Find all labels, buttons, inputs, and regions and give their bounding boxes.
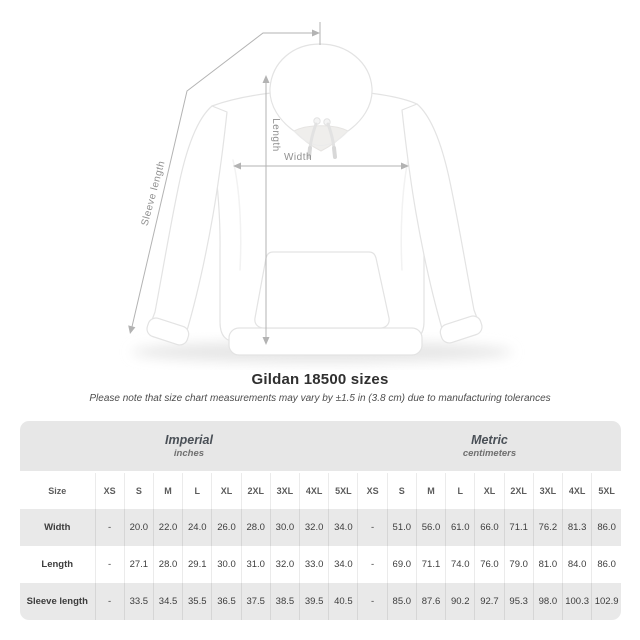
row-label: Length: [20, 546, 95, 583]
size-header-cell: M: [416, 472, 445, 509]
size-value-cell: 92.7: [475, 583, 504, 620]
size-value-cell: 71.1: [504, 509, 533, 546]
hoodie-image: [145, 44, 484, 355]
size-value-cell: 69.0: [387, 546, 416, 583]
hoodie-pocket: [255, 252, 389, 328]
size-value-cell: 86.0: [592, 509, 621, 546]
size-value-cell: 95.3: [504, 583, 533, 620]
size-value-cell: 34.5: [153, 583, 182, 620]
tolerance-note: Please note that size chart measurements may vary by ±1.5 in (3.8 cm) due to manufacturing tolerances: [89, 393, 551, 404]
size-header-cell: 5XL: [329, 472, 358, 509]
size-value-cell: 84.0: [563, 546, 592, 583]
size-value-cell: 90.2: [446, 583, 475, 620]
size-header-cell: 4XL: [563, 472, 592, 509]
size-value-cell: 29.1: [183, 546, 212, 583]
size-value-cell: 33.5: [124, 583, 153, 620]
size-value-cell: 85.0: [387, 583, 416, 620]
size-value-cell: 39.5: [300, 583, 329, 620]
size-header-cell: L: [183, 472, 212, 509]
size-header-cell: S: [124, 472, 153, 509]
size-value-cell: 35.5: [183, 583, 212, 620]
hoodie-hood: [270, 44, 372, 131]
size-header-cell: S: [387, 472, 416, 509]
size-header-cell: 4XL: [300, 472, 329, 509]
size-value-cell: 79.0: [504, 546, 533, 583]
size-header-cell: XS: [358, 472, 387, 509]
size-value-cell: 37.5: [241, 583, 270, 620]
size-value-cell: 87.6: [416, 583, 445, 620]
size-value-cell: -: [358, 546, 387, 583]
size-value-cell: 22.0: [153, 509, 182, 546]
size-header-cell: 5XL: [592, 472, 621, 509]
unit-group-label: Imperial: [165, 432, 213, 447]
size-value-cell: 27.1: [124, 546, 153, 583]
size-value-cell: 61.0: [446, 509, 475, 546]
size-value-cell: -: [358, 583, 387, 620]
size-header-cell: XL: [475, 472, 504, 509]
unit-group-label: Metric: [471, 432, 508, 447]
hoodie-hem: [229, 328, 422, 355]
row-label: Width: [20, 509, 95, 546]
size-value-cell: 76.2: [533, 509, 562, 546]
size-value-cell: 98.0: [533, 583, 562, 620]
table-row: [20, 546, 621, 583]
unit-group-imperial: [20, 421, 358, 472]
unit-group-sublabel: centimeters: [462, 447, 517, 459]
size-value-cell: 28.0: [241, 509, 270, 546]
size-value-cell: 28.0: [153, 546, 182, 583]
size-value-cell: 32.0: [270, 546, 299, 583]
size-header-cell: 2XL: [241, 472, 270, 509]
size-value-cell: 34.0: [329, 509, 358, 546]
size-value-cell: -: [358, 509, 387, 546]
size-header-cell: 3XL: [270, 472, 299, 509]
unit-group-metric: [358, 421, 621, 472]
unit-band-row: [20, 421, 621, 472]
size-value-cell: 34.0: [329, 546, 358, 583]
size-value-cell: 30.0: [212, 546, 241, 583]
size-value-cell: 81.0: [533, 546, 562, 583]
size-table-el: [20, 421, 621, 620]
size-value-cell: 81.3: [563, 509, 592, 546]
size-value-cell: 102.9: [592, 583, 621, 620]
size-header-cell: XL: [212, 472, 241, 509]
unit-group-sublabel: inches: [173, 447, 205, 459]
hoodie-left-sleeve: [152, 106, 227, 334]
size-col-header: Size: [20, 472, 95, 509]
table-row: [20, 583, 621, 620]
size-value-cell: 76.0: [475, 546, 504, 583]
size-value-cell: 30.0: [270, 509, 299, 546]
size-value-cell: 38.5: [270, 583, 299, 620]
size-value-cell: -: [95, 546, 124, 583]
size-value-cell: 74.0: [446, 546, 475, 583]
size-value-cell: 40.5: [329, 583, 358, 620]
size-value-cell: 24.0: [183, 509, 212, 546]
size-value-cell: 32.0: [300, 509, 329, 546]
size-value-cell: 66.0: [475, 509, 504, 546]
page-title: Gildan 18500 sizes: [251, 371, 389, 388]
size-header-cell: XS: [95, 472, 124, 509]
size-header-cell: 3XL: [533, 472, 562, 509]
size-value-cell: 31.0: [241, 546, 270, 583]
size-value-cell: 26.0: [212, 509, 241, 546]
size-value-cell: 33.0: [300, 546, 329, 583]
size-value-cell: 100.3: [563, 583, 592, 620]
size-value-cell: 71.1: [416, 546, 445, 583]
size-header-row: [20, 472, 621, 509]
size-value-cell: 36.5: [212, 583, 241, 620]
size-value-cell: -: [95, 509, 124, 546]
size-value-cell: 51.0: [387, 509, 416, 546]
size-header-cell: L: [446, 472, 475, 509]
size-value-cell: -: [95, 583, 124, 620]
size-header-cell: 2XL: [504, 472, 533, 509]
size-table: [20, 421, 621, 620]
table-row: [20, 509, 621, 546]
size-value-cell: 86.0: [592, 546, 621, 583]
size-value-cell: 56.0: [416, 509, 445, 546]
length-label: Length: [270, 118, 281, 152]
size-value-cell: 20.0: [124, 509, 153, 546]
sleeve-length-label: Sleeve length: [139, 159, 168, 228]
width-label: Width: [283, 152, 313, 163]
size-header-cell: M: [153, 472, 182, 509]
row-label: Sleeve length: [20, 583, 95, 620]
